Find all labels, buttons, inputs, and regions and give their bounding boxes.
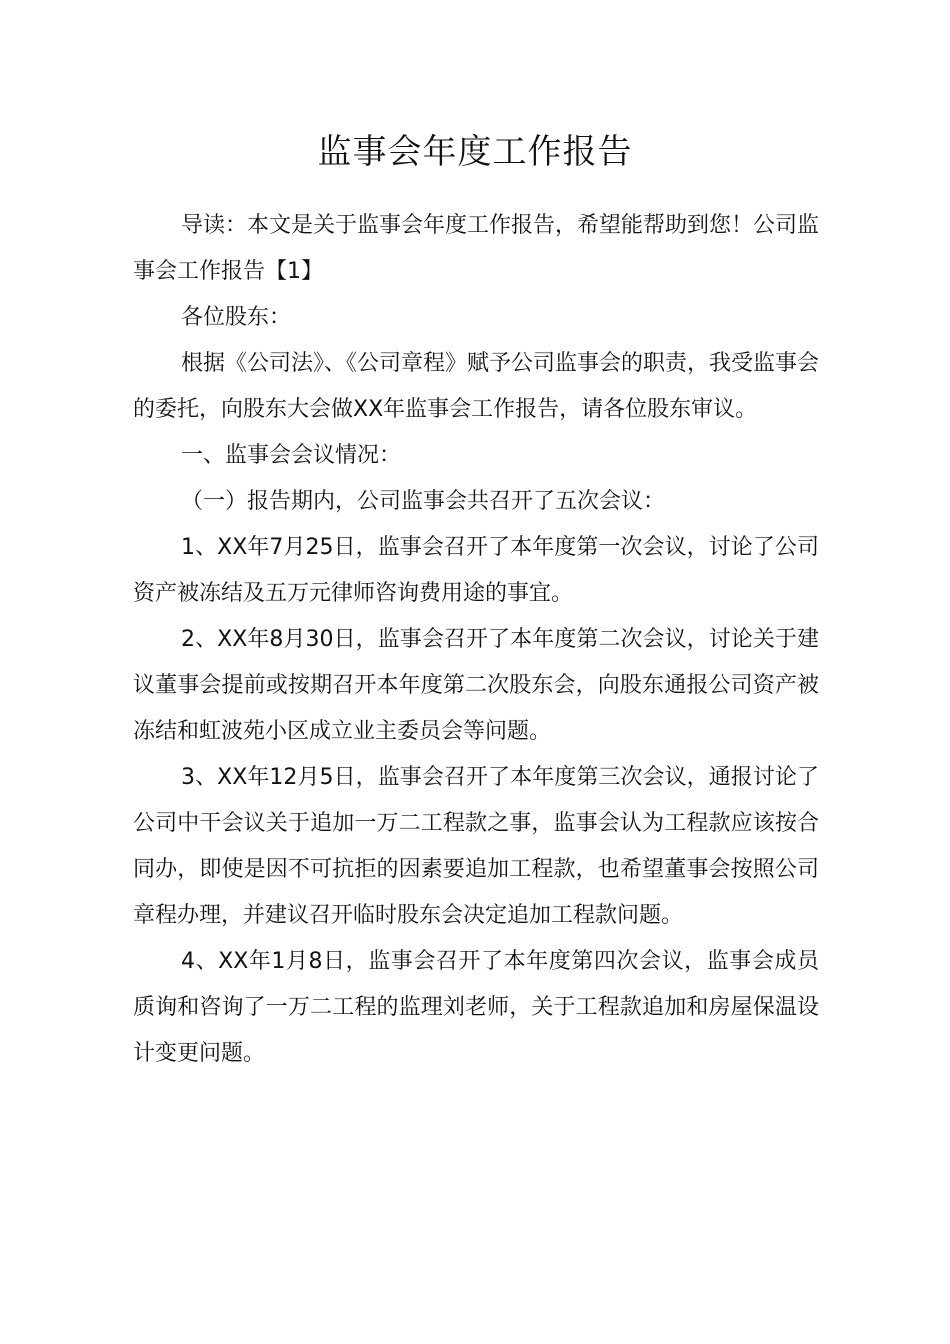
paragraph-intro: 导读：本文是关于监事会年度工作报告，希望能帮助到您！公司监事会工作报告【1】: [133, 213, 820, 284]
paragraph-opening: 根据《公司法》、《公司章程》赋予公司监事会的职责，我受监事会的委托，向股东大会做XX年监事会工作报告，请各位股东审议。: [133, 351, 820, 422]
section-heading-meetings: 一、监事会会议情况：: [181, 443, 402, 468]
meeting-item-4: 4、XX年1月8日，监事会召开了本年度第四次会议，监事会成员质询和咨询了一万二工程的监理刘老师，关于工程款追加和房屋保温设计变更问题。: [133, 949, 819, 1066]
document-title: 监事会年度工作报告: [317, 132, 633, 172]
paragraph-salutation: 各位股东：: [181, 305, 292, 330]
subsection-heading-meetings: （一）报告期内，公司监事会共召开了五次会议：: [181, 489, 666, 514]
meeting-item-2: 2、XX年8月30日，监事会召开了本年度第二次会议，讨论关于建议董事会提前或按期召开本年度第二次股东会，向股东通报公司资产被冻结和虹波苑小区成立业主委员会等问题。: [133, 627, 819, 744]
document-body: [133, 203, 819, 1077]
meeting-item-3: 3、XX年12月5日，监事会召开了本年度第三次会议，通报讨论了公司中干会议关于追加一万二工程款之事，监事会认为工程款应该按合同办，即使是因不可抗拒的因素要追加工程款，也希望董事会按照公司章程办理，并建议召开临时股东会决定追加工程款问题。: [133, 765, 819, 928]
meeting-item-1: 1、XX年7月25日，监事会召开了本年度第一次会议，讨论了公司资产被冻结及五万元律师咨询费用途的事宜。: [133, 535, 819, 606]
